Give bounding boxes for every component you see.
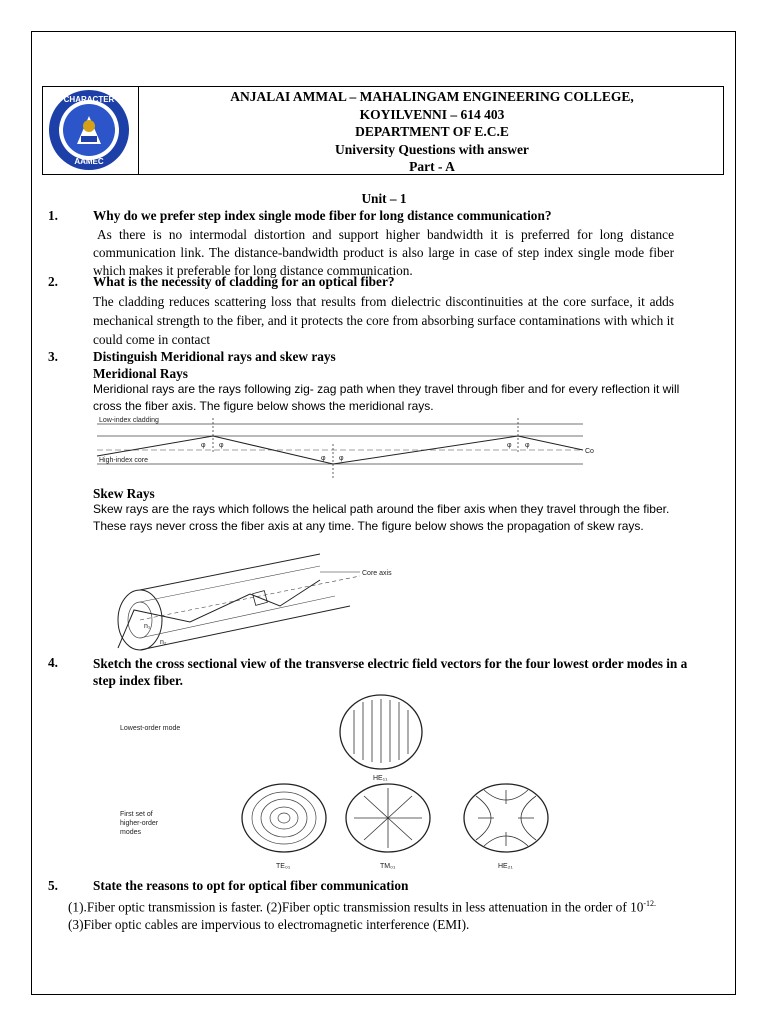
- unit-heading: Unit – 1: [361, 191, 407, 206]
- q5-answer: [68, 895, 678, 934]
- phi-2: φ: [219, 442, 224, 449]
- part-label: Part - A: [409, 159, 455, 174]
- core-axis-label: Core axis: [362, 570, 392, 577]
- q2-answer: The cladding reduces scattering loss that results from dielectric discontinuities at the core surface, it adds mechanical strength to the fiber, and it protects the core from absorbing surface contaminations with which it could come in contact: [93, 294, 674, 347]
- phi-6: φ: [525, 442, 530, 449]
- phi-3: φ: [321, 455, 326, 462]
- core-label: High-index core: [99, 457, 149, 464]
- department: DEPARTMENT OF E.C.E: [355, 124, 509, 139]
- phi-5: φ: [507, 442, 512, 449]
- q3-number: 3.: [48, 349, 58, 364]
- header-text: [140, 88, 724, 176]
- logo-bottom-text: AAMEC: [74, 157, 104, 166]
- q5-number: 5.: [48, 878, 58, 893]
- q5-answer-part2: (3)Fiber optic cables are impervious to electromagnetic interference (EMI).: [68, 917, 470, 933]
- college-address: KOYILVENNI – 614 403: [359, 106, 505, 122]
- he21-label: HE₂₁: [498, 863, 513, 870]
- higher-mode-label-1: First set of: [120, 811, 153, 818]
- phi-4: φ: [339, 455, 344, 462]
- skew-heading: Skew Rays: [93, 486, 155, 501]
- meridional-text: Meridional rays are the rays following zig- zag path when they travel through fiber and for every reflection it will cross the fiber axis. The figure below shows the meridional rays.: [93, 382, 680, 413]
- te01-label: TE₀₁: [276, 863, 291, 870]
- q5-question: State the reasons to opt for optical fiber communication: [93, 878, 409, 893]
- meridional-rays-figure: [93, 414, 603, 482]
- q5-answer-part1: (1).Fiber optic transmission is faster. (2)Fiber optic transmission results in less attenuation in the order of 10: [68, 899, 644, 915]
- logo-top-text: CHARACTER: [63, 95, 115, 104]
- n1-label: n₁: [144, 623, 151, 630]
- phi-1: φ: [201, 442, 206, 449]
- n2-label: n₂: [160, 639, 167, 646]
- he11-label: HE₁₁: [373, 775, 388, 782]
- college-name: ANJALAI AMMAL – MAHALINGAM ENGINEERING COLLEGE,: [230, 89, 634, 104]
- doc-subtitle: University Questions with answer: [335, 141, 529, 157]
- cladding-label: Low-index cladding: [99, 417, 159, 424]
- q1-number: 1.: [48, 208, 58, 223]
- modes-figure: [118, 688, 598, 874]
- college-logo: [47, 88, 131, 172]
- higher-mode-label-2: higher-order: [120, 820, 159, 827]
- skew-text: Skew rays are the rays which follows the helical path around the fiber axis when they travel through the fiber. These rays never cross the fiber axis at any time. The figure below shows the propagation of skew rays.: [93, 502, 670, 533]
- q3-question: Distinguish Meridional rays and skew rays: [93, 349, 336, 364]
- q2-number: 2.: [48, 274, 58, 289]
- q5-answer-sup: -12.: [643, 899, 657, 908]
- q4-number: 4.: [48, 655, 58, 670]
- axis-label: Co: [585, 448, 594, 455]
- q2-question: What is the necessity of cladding for an optical fiber?: [93, 274, 395, 289]
- meridional-heading: Meridional Rays: [93, 366, 188, 381]
- tm01-label: TM₀₁: [380, 863, 396, 870]
- q1-question: Why do we prefer step index single mode fiber for long distance communication?: [93, 208, 552, 223]
- header-divider: [138, 86, 139, 175]
- higher-mode-label-3: modes: [120, 829, 142, 836]
- lowest-mode-label: Lowest-order mode: [120, 725, 181, 732]
- q1-answer: As there is no intermodal distortion and support higher bandwidth it is preferred for long distance communication link. The distance-bandwidth product is also large in case of step index single mode fiber which makes it preferable for long distance communication.: [93, 227, 674, 278]
- skew-rays-figure: [110, 548, 420, 658]
- q4-question: Sketch the cross sectional view of the transverse electric field vectors for the four lowest order modes in a step index fiber.: [93, 656, 688, 688]
